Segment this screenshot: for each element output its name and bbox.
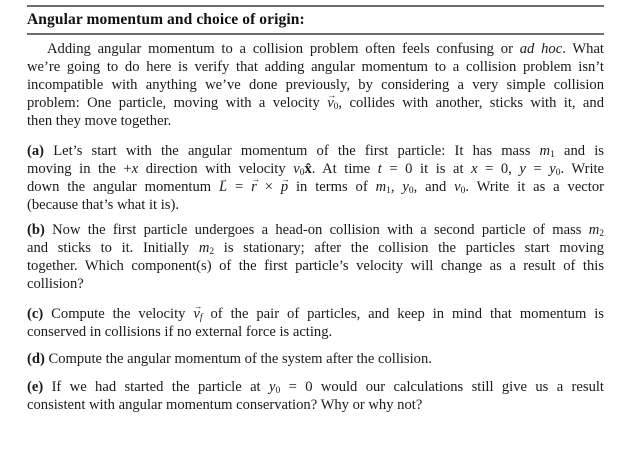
text: = 0, <box>477 161 520 177</box>
intro-line-3: incompatible with anything we’ve done previously, by considering a very simple collision <box>27 77 604 93</box>
math-var: v <box>293 161 300 177</box>
math-subscript: 1 <box>550 150 555 160</box>
part-b-line-4: collision? <box>27 276 84 292</box>
part-b <box>27 221 604 293</box>
part-label: (e) <box>27 379 44 395</box>
math-var: y <box>519 161 526 177</box>
math-var: m <box>375 179 387 195</box>
text: of the pair of particles, and keep in mind that momentum is <box>202 306 604 322</box>
text: = <box>227 179 252 195</box>
intro-line-4 <box>27 94 604 112</box>
part-b-line-2 <box>27 239 604 257</box>
text: , <box>390 179 403 195</box>
math-p-vector <box>281 179 288 195</box>
math-var: x <box>131 161 139 177</box>
text: Compute the velocity <box>43 306 194 322</box>
part-c-line-2: conserved in collisions if no external force is acting. <box>27 324 333 340</box>
intro-line-5: then they move together. <box>27 113 172 129</box>
text: down the angular momentum <box>27 179 220 195</box>
math-L-vector <box>219 179 227 195</box>
text: × <box>256 179 281 195</box>
part-a-line-3 <box>27 178 604 196</box>
math-subscript: f <box>199 313 203 323</box>
part-label: (b) <box>27 222 45 238</box>
math-var: p <box>280 179 289 195</box>
text: direction with velocity <box>138 161 294 177</box>
math-r-vector <box>251 179 257 195</box>
part-b-line-3: together. Which component(s) of the first particle’s velocity will change as a result of this <box>27 258 604 274</box>
math-var: v <box>193 306 200 322</box>
math-subscript: 0 <box>555 168 561 178</box>
math-var: v <box>327 95 334 111</box>
text: . Write <box>560 161 605 177</box>
text: is stationary; after the collision the particles start moving <box>214 240 605 256</box>
math-subscript: 0 <box>275 386 281 396</box>
math-var: y <box>402 179 409 195</box>
math-v0-vector <box>327 95 333 111</box>
text: = 0 would our calculations still give us a result <box>280 379 604 395</box>
problem-title: Angular momentum and choice of origin: <box>27 11 305 28</box>
part-e-line-1 <box>27 378 604 396</box>
math-subscript: 0 <box>408 186 414 196</box>
top-rule <box>27 5 604 7</box>
text: If we had started the particle at <box>43 379 269 395</box>
math-var: r <box>251 179 257 195</box>
text: Let’s start with the angular momentum of the first particle: It has mass <box>44 143 540 159</box>
math-var: y <box>268 379 276 395</box>
math-vf-vector <box>193 306 199 322</box>
text: Now the first particle undergoes a head-on collision with a second particle of mass <box>44 222 589 238</box>
title-underline-rule <box>27 33 604 35</box>
part-b-line-1 <box>27 221 604 239</box>
text: , collides with another, sticks with it, and <box>338 95 604 111</box>
math-var: x <box>471 161 478 177</box>
part-label: (a) <box>27 143 45 159</box>
part-label: (c) <box>27 306 44 322</box>
text: and sticks to it. Initially <box>27 240 199 256</box>
text: = <box>525 161 550 177</box>
part-c-line-1 <box>27 305 604 323</box>
part-a <box>27 142 604 214</box>
text: , and <box>413 179 455 195</box>
math-var: m <box>198 240 210 256</box>
text: problem: One particle, moving with a velocity <box>27 95 328 111</box>
part-c <box>27 305 604 341</box>
part-a-line-2 <box>27 160 604 178</box>
part-d-line-1 <box>27 350 604 368</box>
math-var: v <box>454 179 461 195</box>
text: in terms of <box>288 179 376 195</box>
part-a-line-1 <box>27 142 604 160</box>
part-a-line-4: (because that’s what it is). <box>27 197 179 213</box>
ad-hoc-emphasis: ad hoc <box>519 41 563 57</box>
math-var: t <box>377 161 382 177</box>
text: . At time <box>311 161 378 177</box>
text: = 0 it is at <box>381 161 472 177</box>
text: moving in the + <box>27 161 132 177</box>
part-e-line-2: consistent with angular momentum conservation? Why or why not? <box>27 397 423 413</box>
part-d <box>27 350 604 368</box>
math-subscript: 1 <box>386 186 391 196</box>
math-subscript: 2 <box>599 229 604 239</box>
text: and is <box>554 143 604 159</box>
part-e <box>27 378 604 414</box>
text: Compute the angular momentum of the system after the collision. <box>44 351 432 367</box>
text: . What <box>562 41 604 57</box>
math-var: m <box>588 222 600 238</box>
math-subscript: 0 <box>333 102 339 112</box>
text: . Write it as a vector <box>465 179 604 195</box>
math-unit-vector: x̂ <box>304 161 312 177</box>
math-var: y <box>549 161 556 177</box>
intro-line-2: we’re going to do here is verify that adding angular momentum to a collision problem isn’t <box>27 59 604 75</box>
math-subscript: 2 <box>209 247 215 257</box>
math-subscript: 0 <box>299 168 305 178</box>
text: Adding angular momentum to a collision problem often feels confusing or <box>47 41 520 57</box>
intro-line-1 <box>27 40 604 58</box>
math-var: L <box>219 179 228 195</box>
math-subscript: 0 <box>460 186 466 196</box>
intro-paragraph <box>27 40 604 130</box>
math-var: m <box>539 143 551 159</box>
part-label: (d) <box>27 351 45 367</box>
